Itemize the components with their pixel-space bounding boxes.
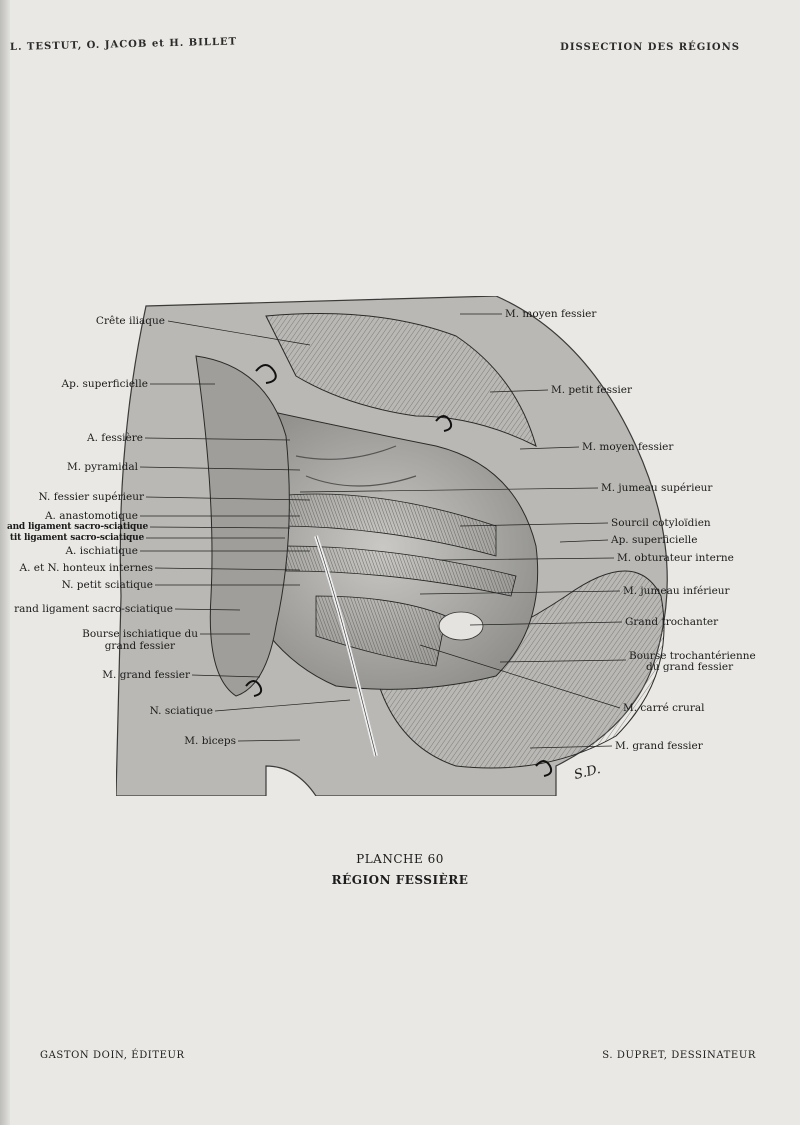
label-crete-iliaque: Crête iliaque (95, 315, 165, 327)
label-a-anastomotique: A. anastomotique (44, 510, 138, 522)
label-ap-superficielle-right: Ap. superficielle (611, 534, 698, 546)
artist-signature: S.D. (572, 761, 603, 784)
label-m-petit-fessier: M. petit fessier (551, 384, 632, 396)
label-n-fessier-superieur: N. fessier supérieur (38, 491, 144, 503)
label-a-ischiatique: A. ischiatique (65, 545, 138, 557)
plate-number: PLANCHE 60 (356, 852, 444, 866)
label-ap-superficielle-left: Ap. superficielle (61, 378, 148, 390)
header-book-title: DISSECTION DES RÉGIONS (560, 42, 740, 53)
header-authors: L. TESTUT, O. JACOB et H. BILLET (9, 36, 238, 53)
plate-title: RÉGION FESSIÈRE (331, 873, 469, 887)
label-n-sciatique: N. sciatique (149, 705, 213, 717)
label-bourse-ischiatique: Bourse ischiatique du (82, 628, 198, 640)
label-bourse-trochanterienne: Bourse trochantérienne (629, 650, 756, 662)
label-m-moyen-fessier-top: M. moyen fessier (505, 308, 597, 320)
label-m-jumeau-superieur: M. jumeau supérieur (601, 482, 713, 494)
label-bourse-ischiatique-line2: grand fessier (104, 640, 175, 652)
label-sourcil-cotyloidien: Sourcil cotyloïdien (611, 517, 711, 529)
label-m-moyen-fessier-right: M. moyen fessier (582, 441, 674, 453)
label-grand-trochanter: Grand trochanter (625, 616, 719, 628)
label-m-obturateur-interne: M. obturateur interne (617, 552, 734, 564)
footer-publisher: GASTON DOIN, ÉDITEUR (40, 1050, 185, 1061)
label-bourse-trochanterienne-line2: du grand fessier (646, 661, 734, 673)
label-m-carre-crural: M. carré crural (623, 702, 705, 714)
label-grand-ligament-sacro-sciatique: rand ligament sacro-sciatique (14, 603, 173, 615)
label-n-petit-sciatique: N. petit sciatique (61, 579, 153, 591)
label-m-grand-fessier-left: M. grand fessier (102, 669, 190, 681)
label-m-pyramidal: M. pyramidal (66, 461, 138, 473)
label-m-jumeau-inferieur: M. jumeau inférieur (623, 585, 730, 597)
footer-illustrator: S. DUPRET, DESSINATEUR (602, 1050, 756, 1061)
label-a-et-n-honteux-internes: A. et N. honteux internes (19, 562, 153, 574)
label-m-biceps: M. biceps (184, 735, 236, 747)
label-petit-ligament-sacro-sciatique: tit ligament sacro-sciatique (9, 533, 144, 543)
label-a-fessiere: A. fessière (87, 432, 143, 444)
label-m-grand-fessier-right: M. grand fessier (615, 740, 703, 752)
label-grand-ligament-sacro-sciatique-upper: and ligament sacro-sciatique (6, 522, 148, 532)
